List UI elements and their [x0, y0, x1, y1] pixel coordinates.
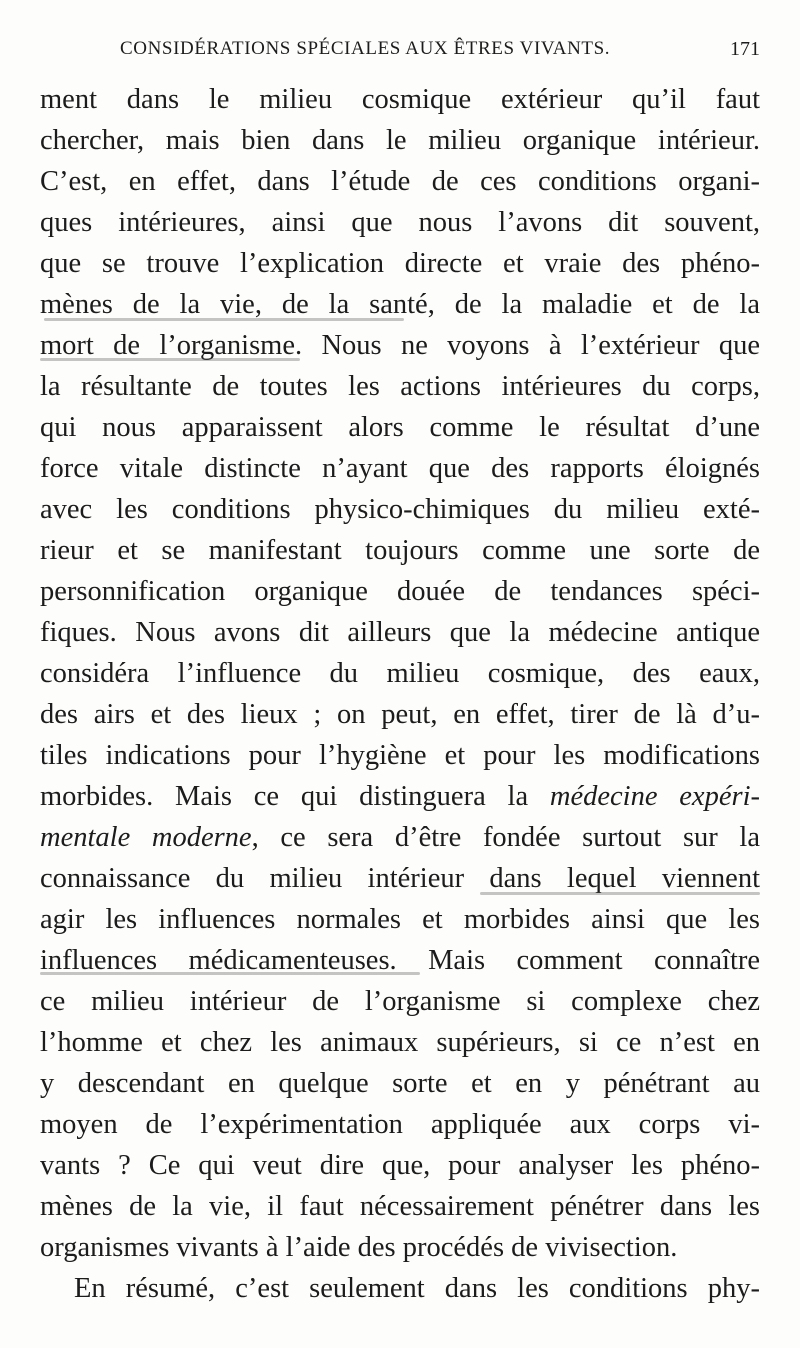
- text-line: tiles indications pour l’hygiène et pour les modifications: [40, 740, 760, 771]
- text-line: moyen de l’expérimentation appliquée aux corps vi-: [40, 1109, 760, 1140]
- text-line: fiques. Nous avons dit ailleurs que la médecine antique: [40, 617, 760, 648]
- italic-term: mentale moderne: [40, 822, 252, 853]
- text-line: ce milieu intérieur de l’organisme si complexe chez: [40, 986, 760, 1017]
- running-title: CONSIDÉRATIONS SPÉCIALES AUX ÊTRES VIVANTS.: [120, 38, 611, 59]
- text-line: mènes de la vie, de la santé, de la maladie et de la: [40, 289, 760, 320]
- text-line: que se trouve l’explication directe et vraie des phéno-: [40, 248, 760, 279]
- pencil-underline: [40, 358, 300, 361]
- text-line-with-italic: mentale moderne, ce sera d’être fondée surtout sur la: [40, 822, 760, 853]
- text-line: organismes vivants à l’aide des procédés de vivisection.: [40, 1232, 678, 1263]
- text-line-with-italic: [40, 777, 760, 818]
- text-line: vants ? Ce qui veut dire que, pour analyser les phéno-: [40, 1150, 760, 1181]
- text-line: personnification organique douée de tendances spéci-: [40, 576, 760, 607]
- text-line: mènes de la vie, il faut nécessairement pénétrer dans les: [40, 1191, 760, 1222]
- text-line: agir les influences normales et morbides ainsi que les: [40, 904, 760, 935]
- text-span: ce sera d’être fondée surtout sur la: [280, 822, 760, 853]
- text-line: y descendant en quelque sorte et en y pénétrant au: [40, 1068, 760, 1099]
- text-line: considéra l’influence du milieu cosmique, des eaux,: [40, 658, 760, 689]
- text-line: ques intérieures, ainsi que nous l’avons dit souvent,: [40, 207, 760, 238]
- text-line: qui nous apparaissent alors comme le résultat d’une: [40, 412, 760, 443]
- text-line: avec les conditions physico-chimiques du milieu exté-: [40, 494, 760, 525]
- text-line: ment dans le milieu cosmique extérieur qu’il faut: [40, 84, 760, 115]
- italic-term: médecine expéri-: [549, 781, 760, 812]
- pencil-underline: [44, 318, 404, 321]
- text-line: connaissance du milieu intérieur dans lequel viennent: [40, 863, 760, 894]
- text-line: mort de l’organisme. Nous ne voyons à l’extérieur que: [40, 330, 760, 361]
- text-line: C’est, en effet, dans l’étude de ces conditions organi-: [40, 166, 760, 197]
- pencil-underline: [480, 892, 760, 895]
- text-line: rieur et se manifestant toujours comme une sorte de: [40, 535, 760, 566]
- pencil-underline: [40, 972, 420, 975]
- page-number: 171: [730, 38, 760, 60]
- text-line: chercher, mais bien dans le milieu organique intérieur.: [40, 125, 760, 156]
- text-line: la résultante de toutes les actions intérieures du corps,: [40, 371, 760, 402]
- text-line: l’homme et chez les animaux supérieurs, si ce n’est en: [40, 1027, 760, 1058]
- text-line: En résumé, c’est seulement dans les conditions phy-: [74, 1273, 760, 1304]
- page-header: [40, 38, 760, 70]
- text-line: force vitale distincte n’ayant que des rapports éloignés: [40, 453, 760, 484]
- text-line: influences médicamenteuses. Mais comment connaître: [40, 945, 760, 976]
- text-span: morbides. Mais ce qui distinguera la: [40, 781, 529, 812]
- text-line: des airs et des lieux ; on peut, en effet, tirer de là d’u-: [40, 699, 760, 730]
